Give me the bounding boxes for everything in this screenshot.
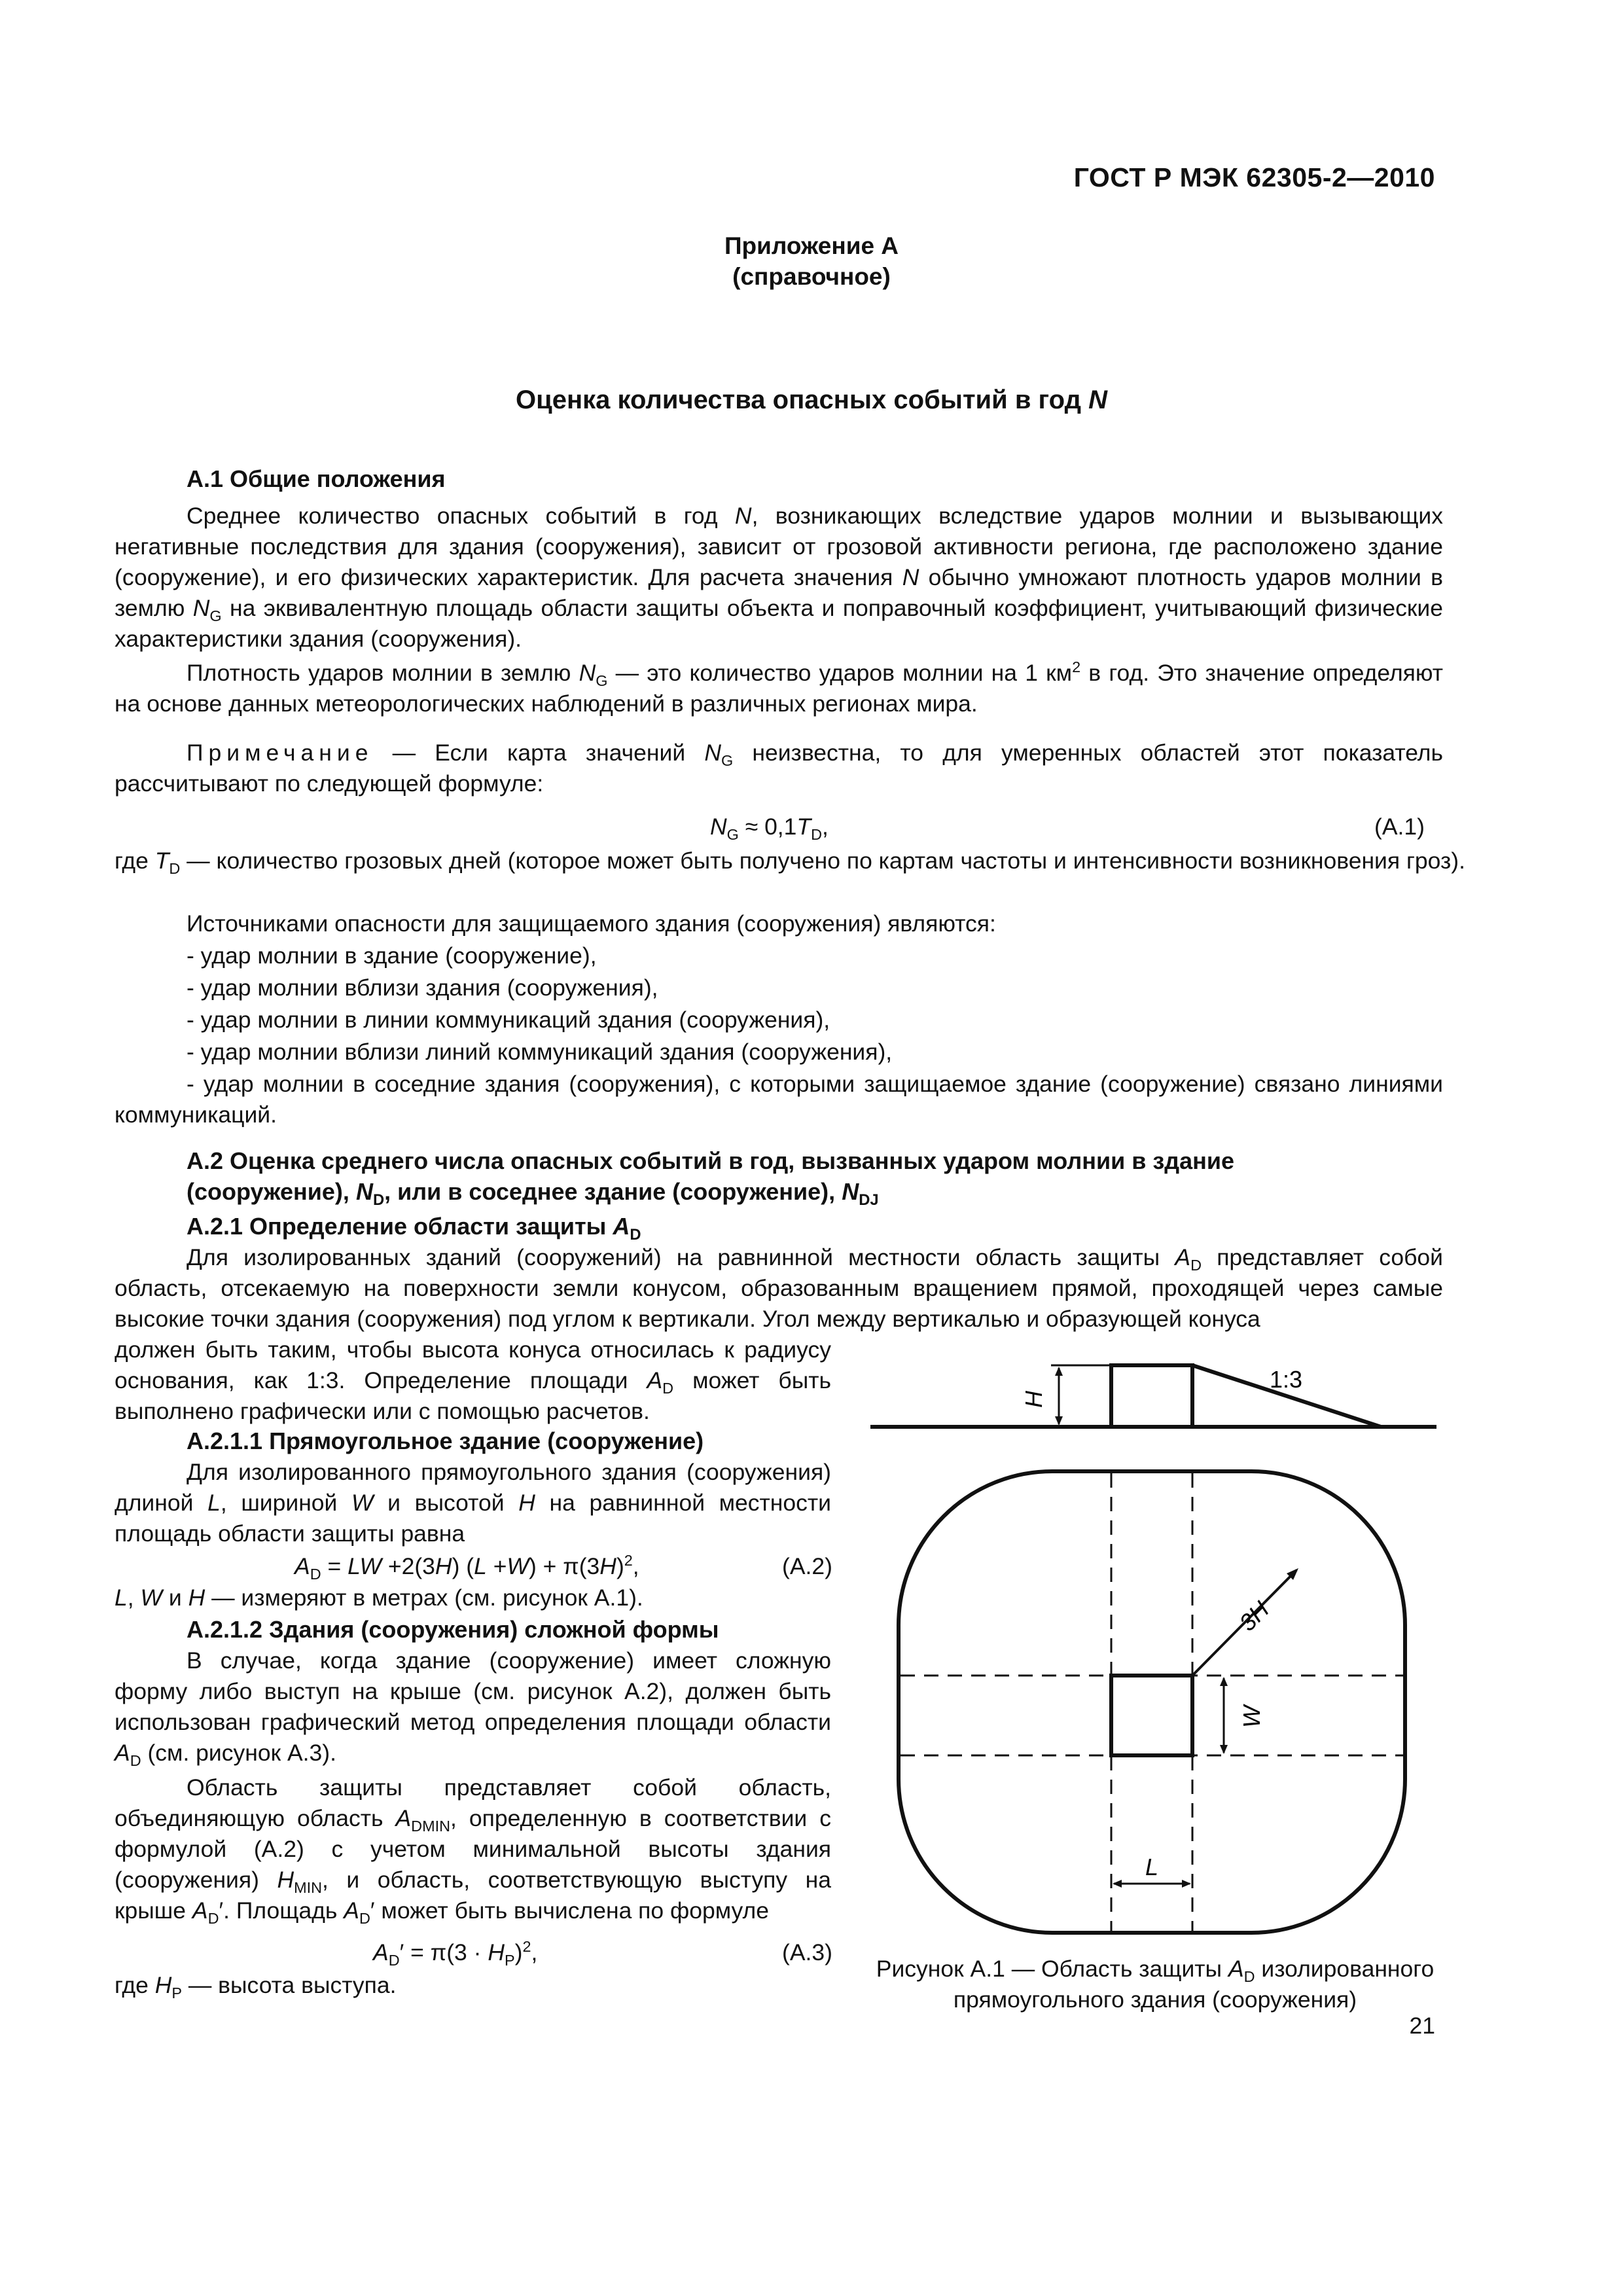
formula-a3-where: где $H_P$ — высота выступа. (115, 1972, 397, 2002)
document-code: ГОСТ Р МЭК 62305-2—2010 (1073, 162, 1435, 192)
a212-paragraph-1: В случае, когда здание (сооружение) имеет сложную форму либо выступ на крыше (см. рисунок А.2), должен быть использован графический метод определения площади области $A_D$ (см. рисунок А.3). (115, 1647, 831, 1770)
a211-paragraph: Для изолированного прямоугольного здания (сооружения) длиной L, шириной W и высотой H на равнинной местности площадь области защиты равна (115, 1459, 831, 1547)
a212-paragraph-2: Область защиты представляет собой область, объединяющую область $A_{DMIN}$, определенную в соответствии с формулой (А.2) с учетом минимальной высоты здания (сооружения) $H_{MIN}$, и область, соответствующую выступу на крыше $A_D'$. Площадь $A_D'$ может быть вычислена по формуле (115, 1774, 831, 1928)
a21-paragraph-top: Для изолированных зданий (сооружений) на равнинной местности область защиты $A_D$ представляет собой область, отсекаемую на поверхности земли конусом, образованным вращением прямой, проходящей через самые высокие точки здания (сооружения) под углом к вертикали. Угол между вертикалью и образующей конуса (115, 1244, 1443, 1332)
formula-a1-number: (А.1) (1374, 814, 1425, 840)
page-number: 21 (1409, 2013, 1435, 2039)
label-3h: 3H (1234, 1596, 1274, 1636)
main-title: Оценка количества опасных событий в год N (516, 386, 1107, 414)
appendix-status: (справочное) (732, 263, 891, 290)
list-item: - удар молнии вблизи линий коммуникаций здания (сооружения), (187, 1039, 893, 1065)
formula-a2-note: L, W и H — измеряют в метрах (см. рисунок А.1). (115, 1585, 643, 1611)
formula-a1: $N_G \approx 0,1T_D$, (710, 814, 829, 844)
list-item: - удар молнии в линии коммуникаций здания (сооружения), (187, 1007, 830, 1033)
formula-a3: $A_D' = \pi(3 \cdot H_P)^2$, (373, 1938, 538, 1969)
label-ratio: 1:3 (1269, 1366, 1303, 1393)
formula-a2: $A_D$ = LW +2(3H) $(L +W) + \pi(3H)^2$, (294, 1552, 639, 1583)
formula-a2-number: (А.2) (782, 1553, 832, 1579)
a1-sources-intro: Источниками опасности для защищаемого здания (сооружения) являются: (187, 910, 996, 937)
a21-paragraph-bottom: должен быть таким, чтобы высота конуса относилась к радиусу основания, как 1:3. Определение площади $A_D$ может быть выполнено графически или с помощью расчетов. (115, 1336, 832, 1424)
label-h: H (1020, 1391, 1047, 1408)
section-a21-heading: А.2.1 Определение области защиты $A_D$ (187, 1213, 641, 1244)
a1-paragraph-1: Среднее количество опасных событий в год N, возникающих вследствие ударов молнии и вызывающих негативные последствия для здания (сооружения), зависит от грозовой активности региона, где расположено здание (сооружение), и его физических характеристик. Для расчета значения N обычно умножают плотность ударов молнии в землю $N_G$ на эквивалентную площадь области защиты объекта и поправочный коэффициент, учитывающий физические характеристики здания (сооружения). (115, 503, 1443, 652)
appendix-title: Приложение А (724, 232, 899, 259)
a1-note: Примечание — Если карта значений $N_G$ неизвестна, то для умеренных областей этот показатель рассчитывают по следующей формуле: (115, 740, 1444, 797)
section-a212-heading: А.2.1.2 Здания (сооружения) сложной формы (187, 1616, 719, 1643)
section-a1-heading: А.1 Общие положения (187, 465, 446, 492)
building-plan (1111, 1676, 1192, 1755)
list-item: - удар молнии вблизи здания (сооружения), (187, 975, 658, 1001)
a1-where: где $T_D$ — количество грозовых дней (которое может быть получено по картам частоты и интенсивности возникновения гроз). (115, 848, 1465, 878)
a1-paragraph-2: Плотность ударов молнии в землю $N_G$ — это количество ударов молнии на 1 $км^2$ в год. Это значение определяют на основе данных метеорологических наблюдений в различных регионах мира. (115, 658, 1444, 717)
figure-a1-diagram (851, 1335, 1440, 1937)
formula-a3-number: (А.3) (782, 1939, 832, 1965)
section-a2-heading: А.2 Оценка среднего числа опасных событий в год, вызванных ударом молнии в здание (сооружение), $N_D$, или в соседнее здание (сооружение), $N_{DJ}$ (187, 1147, 1235, 1210)
section-a211-heading: А.2.1.1 Прямоугольное здание (сооружение) (187, 1427, 704, 1454)
label-w: W (1238, 1706, 1265, 1728)
list-item: - удар молнии в здание (сооружение), (187, 942, 597, 969)
building-elevation (1111, 1365, 1192, 1427)
figure-a1-caption: Рисунок А.1 — Область защиты $A_D$ изолированного прямоугольного здания (сооружения) (876, 1956, 1435, 2013)
list-item: - удар молнии в соседние здания (сооружения), с которыми защищаемое здание (сооружение) связано линиями коммуникаций. (115, 1071, 1443, 1128)
label-l: L (1145, 1854, 1159, 1880)
